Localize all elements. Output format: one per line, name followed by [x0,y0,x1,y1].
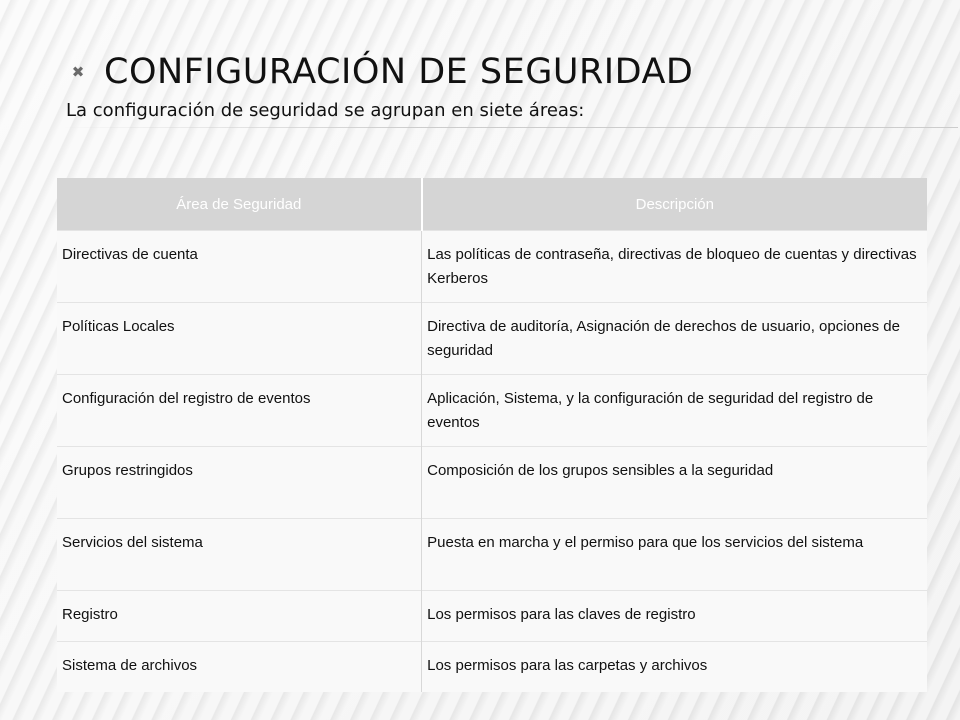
area-cell: Registro [57,591,422,642]
table-row [57,519,927,591]
area-cell: Configuración del registro de eventos [57,375,422,447]
page-title: CONFIGURACIÓN DE SEGURIDAD [104,52,694,92]
description-cell: Aplicación, Sistema, y la configuración de seguridad del registro de eventos [422,375,927,447]
table-row [57,642,927,693]
description-cell: Puesta en marcha y el permiso para que los servicios del sistema [422,519,927,591]
close-x-icon: ✖ [71,63,85,81]
description-cell: Las políticas de contraseña, directivas de bloqueo de cuentas y directivas Kerberos [422,231,927,303]
header-description: Descripción [422,178,927,231]
subtitle: La configuración de seguridad se agrupan en siete áreas: [66,100,585,121]
table-row [57,591,927,642]
table-row [57,303,927,375]
area-cell: Sistema de archivos [57,642,422,693]
security-areas-table [57,178,927,692]
table-header-row [57,178,927,231]
table-row [57,231,927,303]
area-cell: Servicios del sistema [57,519,422,591]
description-cell: Los permisos para las claves de registro [422,591,927,642]
description-cell: Composición de los grupos sensibles a la seguridad [422,447,927,519]
table-row [57,447,927,519]
area-cell: Políticas Locales [57,303,422,375]
area-cell: Grupos restringidos [57,447,422,519]
table-row [57,375,927,447]
description-cell: Directiva de auditoría, Asignación de derechos de usuario, opciones de seguridad [422,303,927,375]
area-cell: Directivas de cuenta [57,231,422,303]
description-cell: Los permisos para las carpetas y archivos [422,642,927,693]
title-divider [58,127,958,128]
header-area: Área de Seguridad [57,178,422,231]
title-row [70,50,693,94]
